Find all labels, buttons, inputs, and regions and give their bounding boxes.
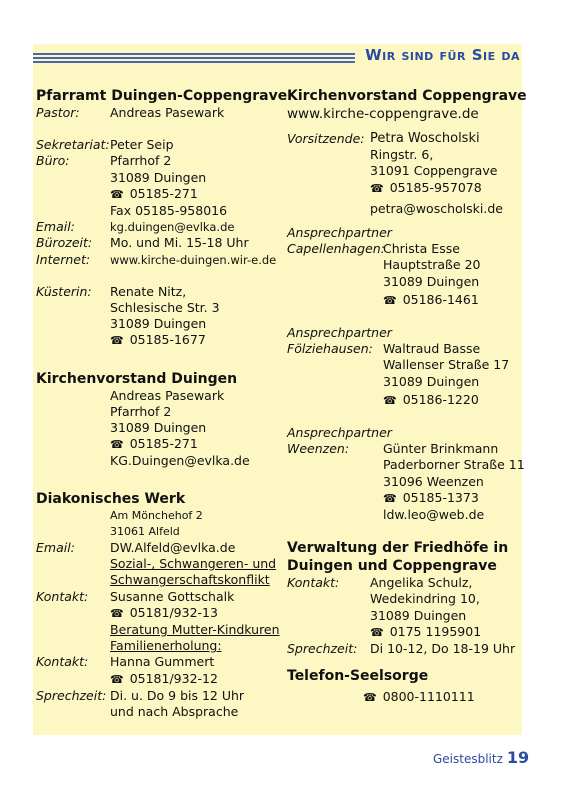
- diakonie-kontakt1-label: Kontakt:: [36, 588, 89, 604]
- diakonie-topic2-line2: Familienerholung:: [110, 638, 222, 654]
- ap3-name: Günter Brinkmann: [383, 441, 499, 457]
- magazine-name: Geistesblitz: [433, 752, 503, 766]
- kv-duingen-email: KG.Duingen@evlka.de: [110, 453, 250, 469]
- diakonie-kontakt2-phone: ☎ 05181/932-12: [110, 671, 218, 688]
- ap3-phone: ☎ 05185-1373: [383, 490, 479, 507]
- buero-label: Büro:: [36, 153, 70, 169]
- pastor-label: Pastor:: [36, 105, 80, 120]
- kv-coppengrave-heading: Kirchenvorstand Coppengrave: [287, 88, 527, 104]
- vorsitzende-city: 31091 Coppengrave: [370, 163, 498, 179]
- diakonie-sprechzeit-label: Sprechzeit:: [36, 687, 107, 703]
- kv-duingen-heading: Kirchenvorstand Duingen: [36, 370, 238, 387]
- kv-coppengrave-website: www.kirche-coppengrave.de: [287, 106, 479, 122]
- sekretariat-name: Peter Seip: [110, 137, 174, 153]
- diakonie-kontakt1-phone: ☎ 05181/932-13: [110, 605, 218, 622]
- friedhof-kontakt-label: Kontakt:: [287, 575, 340, 591]
- kuesterin-name: Renate Nitz,: [110, 283, 187, 299]
- kuesterin-label: Küsterin:: [36, 283, 92, 299]
- kuesterin-city: 31089 Duingen: [110, 316, 207, 332]
- pastor-name: Andreas Pasewark: [110, 105, 225, 120]
- diakonie-email-label: Email:: [36, 540, 75, 556]
- diakonie-topic1-line2: Schwangerschaftskonflikt: [110, 572, 270, 588]
- friedhof-city: 31089 Duingen: [370, 607, 467, 623]
- diakonie-sprechzeit-line1: Di. u. Do 9 bis 12 Uhr: [110, 687, 245, 703]
- ap1-label: Capellenhagen:: [287, 241, 385, 257]
- page-number: 19: [506, 748, 530, 767]
- ap1-title: Ansprechpartner: [287, 225, 392, 241]
- kv-duingen-street: Pfarrhof 2: [110, 403, 172, 419]
- diakonie-kontakt2: Hanna Gummert: [110, 654, 215, 670]
- ap2-street: Wallenser Straße 17: [383, 357, 510, 373]
- page-footer: [433, 748, 529, 767]
- page-header: [33, 44, 522, 68]
- diakonie-kontakt1: Susanne Gottschalk: [110, 588, 235, 604]
- ap3-title: Ansprechpartner: [287, 425, 392, 441]
- buerozeit-label: Bürozeit:: [36, 235, 93, 251]
- buero-street: Pfarrhof 2: [110, 153, 172, 169]
- email-label: Email:: [36, 219, 75, 235]
- diakonie-topic1-line1: Sozial-, Schwangeren- und: [110, 556, 277, 572]
- ap3-street: Paderborner Straße 11: [383, 457, 525, 473]
- ap1-name: Christa Esse: [383, 241, 460, 257]
- seelsorge-heading: Telefon-Seelsorge: [287, 668, 429, 685]
- ap2-title: Ansprechpartner: [287, 325, 392, 341]
- right-column: [287, 87, 527, 706]
- buero-city: 31089 Duingen: [110, 169, 207, 185]
- ap1-city: 31089 Duingen: [383, 273, 480, 289]
- buero-fax: Fax 05185-958016: [110, 203, 228, 219]
- internet-label: Internet:: [36, 251, 91, 267]
- diakonie-city: 31061 Alfeld: [110, 524, 180, 538]
- ap1-phone: ☎ 05186-1461: [383, 292, 479, 309]
- diakonie-topic2-line1: Beratung Mutter-Kindkuren: [110, 622, 280, 638]
- ap3-label: Weenzen:: [287, 441, 350, 457]
- vorsitzende-phone: ☎ 05185-957078: [370, 180, 482, 197]
- ap2-city: 31089 Duingen: [383, 373, 480, 389]
- pfarramt-heading: Pfarramt Duingen-Coppengrave: [36, 88, 288, 104]
- vorsitzende-name: Petra Woscholski: [370, 131, 480, 146]
- friedhof-kontakt: Angelika Schulz,: [370, 575, 473, 591]
- diakonie-street: Am Mönchehof 2: [110, 508, 203, 522]
- kv-duingen-phone: ☎ 05185-271: [110, 436, 198, 453]
- header-title: WIR SIND FÜR SIE DA: [365, 46, 520, 64]
- kuesterin-street: Schlesische Str. 3: [110, 300, 220, 316]
- ap3-email: ldw.leo@web.de: [383, 507, 485, 523]
- header-rule: [33, 53, 355, 65]
- ap2-phone: ☎ 05186-1220: [383, 392, 479, 409]
- buerozeit: Mo. und Mi. 15-18 Uhr: [110, 235, 249, 251]
- diakonie-heading: Diakonisches Werk: [36, 490, 186, 507]
- left-column: [36, 87, 287, 720]
- vorsitzende-label: Vorsitzende:: [287, 131, 365, 146]
- ap3-city: 31096 Weenzen: [383, 473, 484, 489]
- pfarramt-email: kg.duingen@evlka.de: [110, 220, 235, 235]
- friedhof-street: Wedekindring 10,: [370, 591, 480, 607]
- kuesterin-phone: ☎ 05185-1677: [110, 332, 206, 349]
- friedhof-phone: ☎ 0175 1195901: [370, 624, 481, 641]
- friedhof-heading-line1: Verwaltung der Friedhöfe in: [287, 540, 509, 557]
- pfarramt-website: www.kirche-duingen.wir-e.de: [110, 252, 277, 267]
- seelsorge-phone: ☎ 0800-1110111: [363, 689, 475, 706]
- ap2-label: Fölziehausen:: [287, 341, 373, 357]
- vorsitzende-email: petra@woscholski.de: [370, 200, 503, 216]
- buero-phone: ☎ 05185-271: [110, 186, 198, 203]
- ap1-street: Hauptstraße 20: [383, 257, 481, 273]
- friedhof-heading-line2: Duingen und Coppengrave: [287, 558, 497, 575]
- friedhof-sprechzeit-label: Sprechzeit:: [287, 641, 358, 657]
- diakonie-kontakt2-label: Kontakt:: [36, 654, 89, 670]
- kv-duingen-name: Andreas Pasewark: [110, 387, 225, 403]
- kv-duingen-city: 31089 Duingen: [110, 420, 207, 436]
- friedhof-sprechzeit: Di 10-12, Do 18-19 Uhr: [370, 641, 516, 657]
- ap2-name: Waltraud Basse: [383, 341, 481, 357]
- vorsitzende-street: Ringstr. 6,: [370, 147, 434, 163]
- sekretariat-label: Sekretariat:: [36, 137, 110, 153]
- diakonie-sprechzeit-line2: und nach Absprache: [110, 704, 239, 720]
- diakonie-email: DW.Alfeld@evlka.de: [110, 540, 236, 556]
